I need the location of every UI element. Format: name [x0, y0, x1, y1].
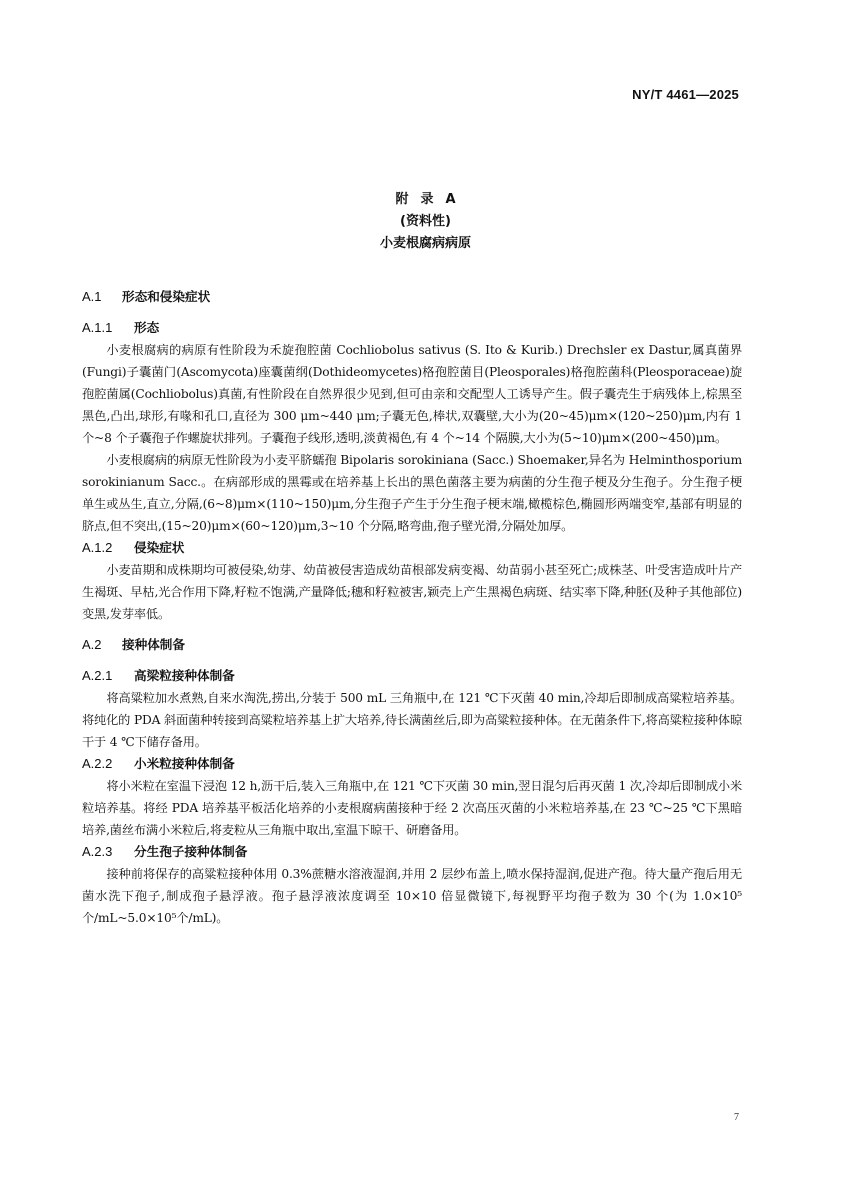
annex-label: 附录A [395, 192, 468, 207]
section-a1-heading [82, 286, 742, 308]
annex-nature: (资料性) [400, 214, 451, 229]
annex-heading [0, 189, 851, 255]
paragraph: 接种前将保存的高粱粒接种体用 0.3%蔗糖水溶液湿润,并用 2 层纱布盖上,喷水保持湿润,促进产孢。待大量产孢后用无菌水洗下孢子,制成孢子悬浮液。孢子悬浮液浓度调至 10×10 倍显微镜下,每视野平均孢子数为 30 个(为 1.0×10⁵个/mL~5.0×10⁵个/mL)。 [82, 867, 742, 925]
section-title: 分生孢子接种体制备 [134, 844, 248, 859]
section-number: A.2.1 [82, 668, 113, 683]
section-title: 形态和侵染症状 [122, 289, 211, 304]
section-a12-heading [82, 537, 742, 559]
section-title: 接种体制备 [122, 637, 185, 652]
standard-number: NY/T 4461—2025 [632, 87, 739, 102]
section-a11-heading [82, 317, 742, 339]
annex-title: 小麦根腐病病原 [379, 236, 471, 251]
document-body [82, 286, 742, 929]
section-a23-heading [82, 841, 742, 863]
section-a21-heading [82, 665, 742, 687]
section-title: 形态 [134, 320, 160, 335]
section-number: A.1.2 [82, 540, 113, 555]
section-number: A.1.1 [82, 320, 113, 335]
paragraph: 将高粱粒加水煮熟,自来水淘洗,捞出,分装于 500 mL 三角瓶中,在 121 ℃下灭菌 40 min,冷却后即制成高粱粒培养基。将纯化的 PDA 斜面菌种转接到高粱粒培养基上扩大培养,待长满菌丝后,即为高粱粒接种体。在无菌条件下,将高粱粒接种体晾干于 4 ℃下储存备用。 [82, 691, 742, 749]
section-a22-heading [82, 753, 742, 775]
section-number: A.2.2 [82, 756, 113, 771]
section-number: A.2.3 [82, 844, 113, 859]
section-title: 侵染症状 [134, 540, 185, 555]
section-a2-heading [82, 634, 742, 656]
section-title: 高梁粒接种体制备 [134, 668, 235, 683]
section-number: A.1 [82, 289, 102, 304]
page-number: 7 [734, 1112, 739, 1123]
paragraph: 小麦根腐病的病原无性阶段为小麦平脐蠕孢 Bipolaris sorokiniana (Sacc.) Shoemaker,异名为 Helminthosporium sorokinianum Sacc.。在病部形成的黑霉或在培养基上长出的黑色菌落主要为病菌的分生孢子梗及分生孢子。分生孢子梗单生或丛生,直立,分隔,(6~8)μm×(110~150)μm,分生孢子产生于分生孢子梗末端,橄榄棕色,椭圆形两端变窄,基部有明显的脐点,但不突出,(15~20)μm×(60~120)μm,3~10 个分隔,略弯曲,孢子壁光滑,分隔处加厚。 [82, 453, 742, 533]
paragraph: 小麦根腐病的病原有性阶段为禾旋孢腔菌 Cochliobolus sativus (S. Ito & Kurib.) Drechsler ex Dastur,属真菌界(Fungi)子囊菌门(Ascomycota)座囊菌纲(Dothideomycetes)格孢腔菌目(Pleosporales)格孢腔菌科(Pleosporaceae)旋孢腔菌属(Cochliobolus)真菌,有性阶段在自然界很少见到,但可由亲和交配型人工诱导产生。假子囊壳生于病残体上,棕黑至黑色,凸出,球形,有喙和孔口,直径为 300 μm~440 μm;子囊无色,棒状,双囊壁,大小为(20~45)μm×(120~250)μm,内有 1 个~8 个子囊孢子作螺旋状排列。子囊孢子线形,透明,淡黄褐色,有 4 个~14 个隔膜,大小为(5~10)μm×(200~450)μm。 [82, 343, 742, 445]
section-number: A.2 [82, 637, 102, 652]
paragraph: 将小米粒在室温下浸泡 12 h,沥干后,装入三角瓶中,在 121 ℃下灭菌 30 min,翌日混匀后再灭菌 1 次,冷却后即制成小米粒培养基。将经 PDA 培养基平板活化培养的小麦根腐病菌接种于经 2 次高压灭菌的小米粒培养基,在 23 ℃~25 ℃下黑暗培养,菌丝布满小米粒后,将麦粒从三角瓶中取出,室温下晾干、研磨备用。 [82, 779, 742, 837]
section-title: 小米粒接种体制备 [134, 756, 235, 771]
paragraph: 小麦苗期和成株期均可被侵染,幼芽、幼苗被侵害造成幼苗根部发病变褐、幼苗弱小甚至死亡;成株茎、叶受害造成叶片产生褐斑、早枯,光合作用下降,籽粒不饱满,产量降低;穗和籽粒被害,颖壳上产生黑褐色病斑、结实率下降,种胚(及种子其他部位)变黑,发芽率低。 [82, 563, 742, 621]
